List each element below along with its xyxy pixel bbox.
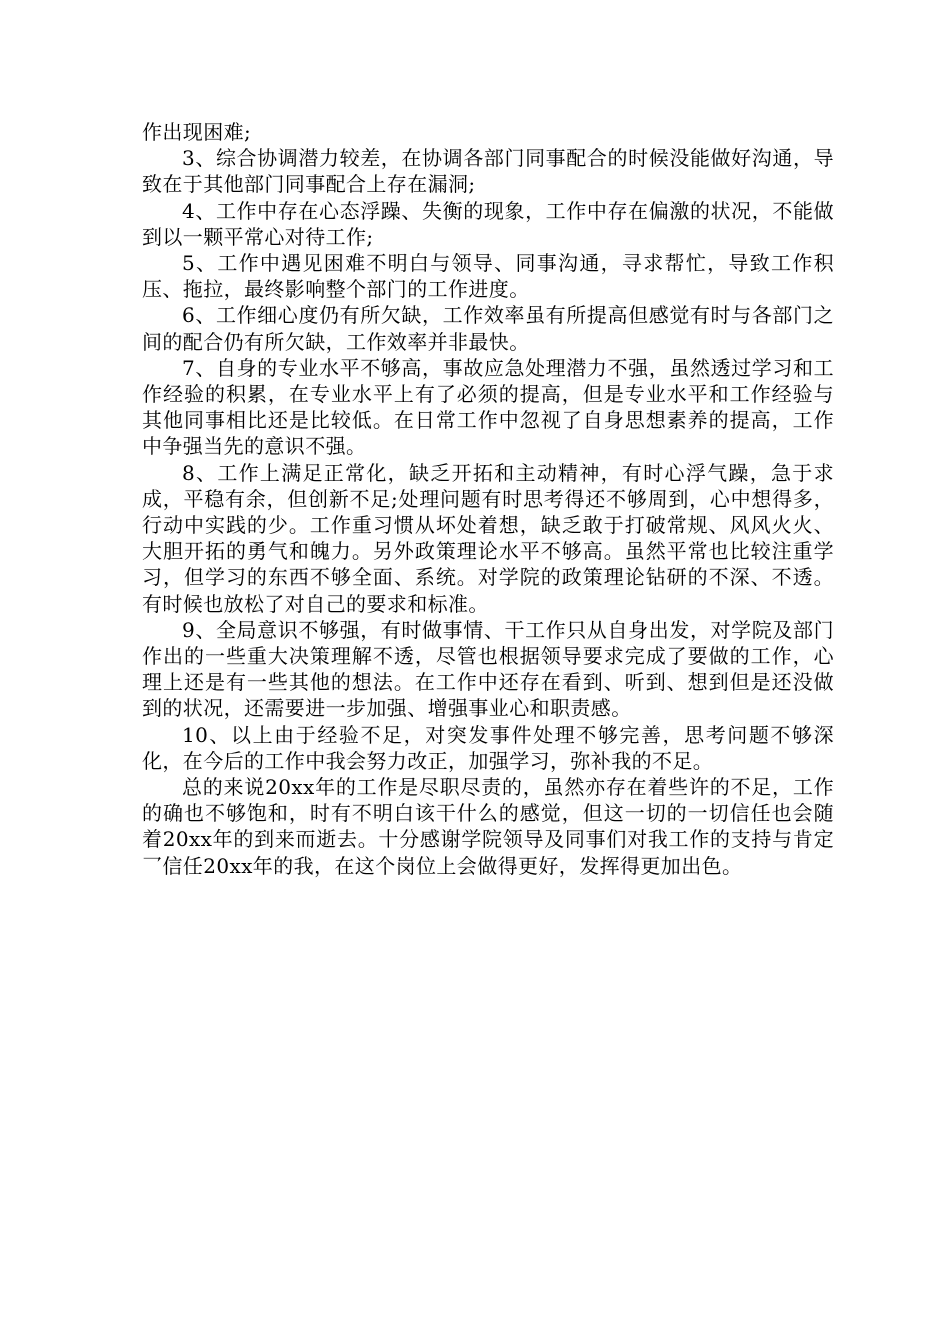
paragraph-continuation: 作出现困难; [142,120,252,144]
paragraph-summary: 总的来说20xx年的工作是尽职尽责的，虽然亦存在着些许的不足，工作的确也不够饱和，时有不明白该干什么的感觉，但这一切的一切信任也会随着20xx年的到来而逝去。十分感谢学院领导及同事们对我工作的支持与肯定乛信任20xx年的我，在这个岗位上会做得更好，发挥得更加出色。 [142,775,834,878]
paragraph-item-4: 4、工作中存在心态浮躁、失衡的现象，工作中存在偏激的状况，不能做到以一颗平常心对待工作; [142,198,834,249]
paragraph-item-8: 8、工作上满足正常化，缺乏开拓和主动精神，有时心浮气躁，急于求成，平稳有余，但创新不足;处理问题有时思考得还不够周到，心中想得多，行动中实践的少。工作重习惯从坏处着想，缺乏敢于打破常规、风风火火、大胆开拓的勇气和魄力。另外政策理论水平不够高。虽然平常也比较注重学习，但学习的东西不够全面、系统。对学院的政策理论钻研的不深、不透。有时候也放松了对自己的要求和标准。 [142,460,834,616]
paragraph-item-9: 9、全局意识不够强，有时做事情、干工作只从自身出发，对学院及部门作出的一些重大决策理解不透，尽管也根据领导要求完成了要做的工作，心理上还是有一些其他的想法。在工作中还存在看到、听到、想到但是还没做到的状况，还需要进一步加强、增强事业心和职责感。 [142,617,834,721]
paragraph-item-7: 7、自身的专业水平不够高，事故应急处理潜力不强，虽然透过学习和工作经验的积累，在专业水平上有了必须的提高，但是专业水平和工作经验与其他同事相比还是比较低。在日常工作中忽视了自身思想素养的提高，工作中争强当先的意识不强。 [142,355,834,459]
document-body [142,119,834,879]
paragraph-item-6: 6、工作细心度仍有所欠缺，工作效率虽有所提高但感觉有时与各部门之间的配合仍有所欠缺，工作效率并非最快。 [142,303,834,354]
paragraph-item-3: 3、综合协调潜力较差，在协调各部门同事配合的时候没能做好沟通，导致在于其他部门同事配合上存在漏洞; [142,146,834,197]
paragraph-item-5: 5、工作中遇见困难不明白与领导、同事沟通，寻求帮忙，导致工作积压、拖拉，最终影响整个部门的工作进度。 [142,251,834,302]
paragraph-item-10: 10、以上由于经验不足，对突发事件处理不够完善，思考问题不够深化，在今后的工作中我会努力改正，加强学习，弥补我的不足。 [142,722,834,773]
